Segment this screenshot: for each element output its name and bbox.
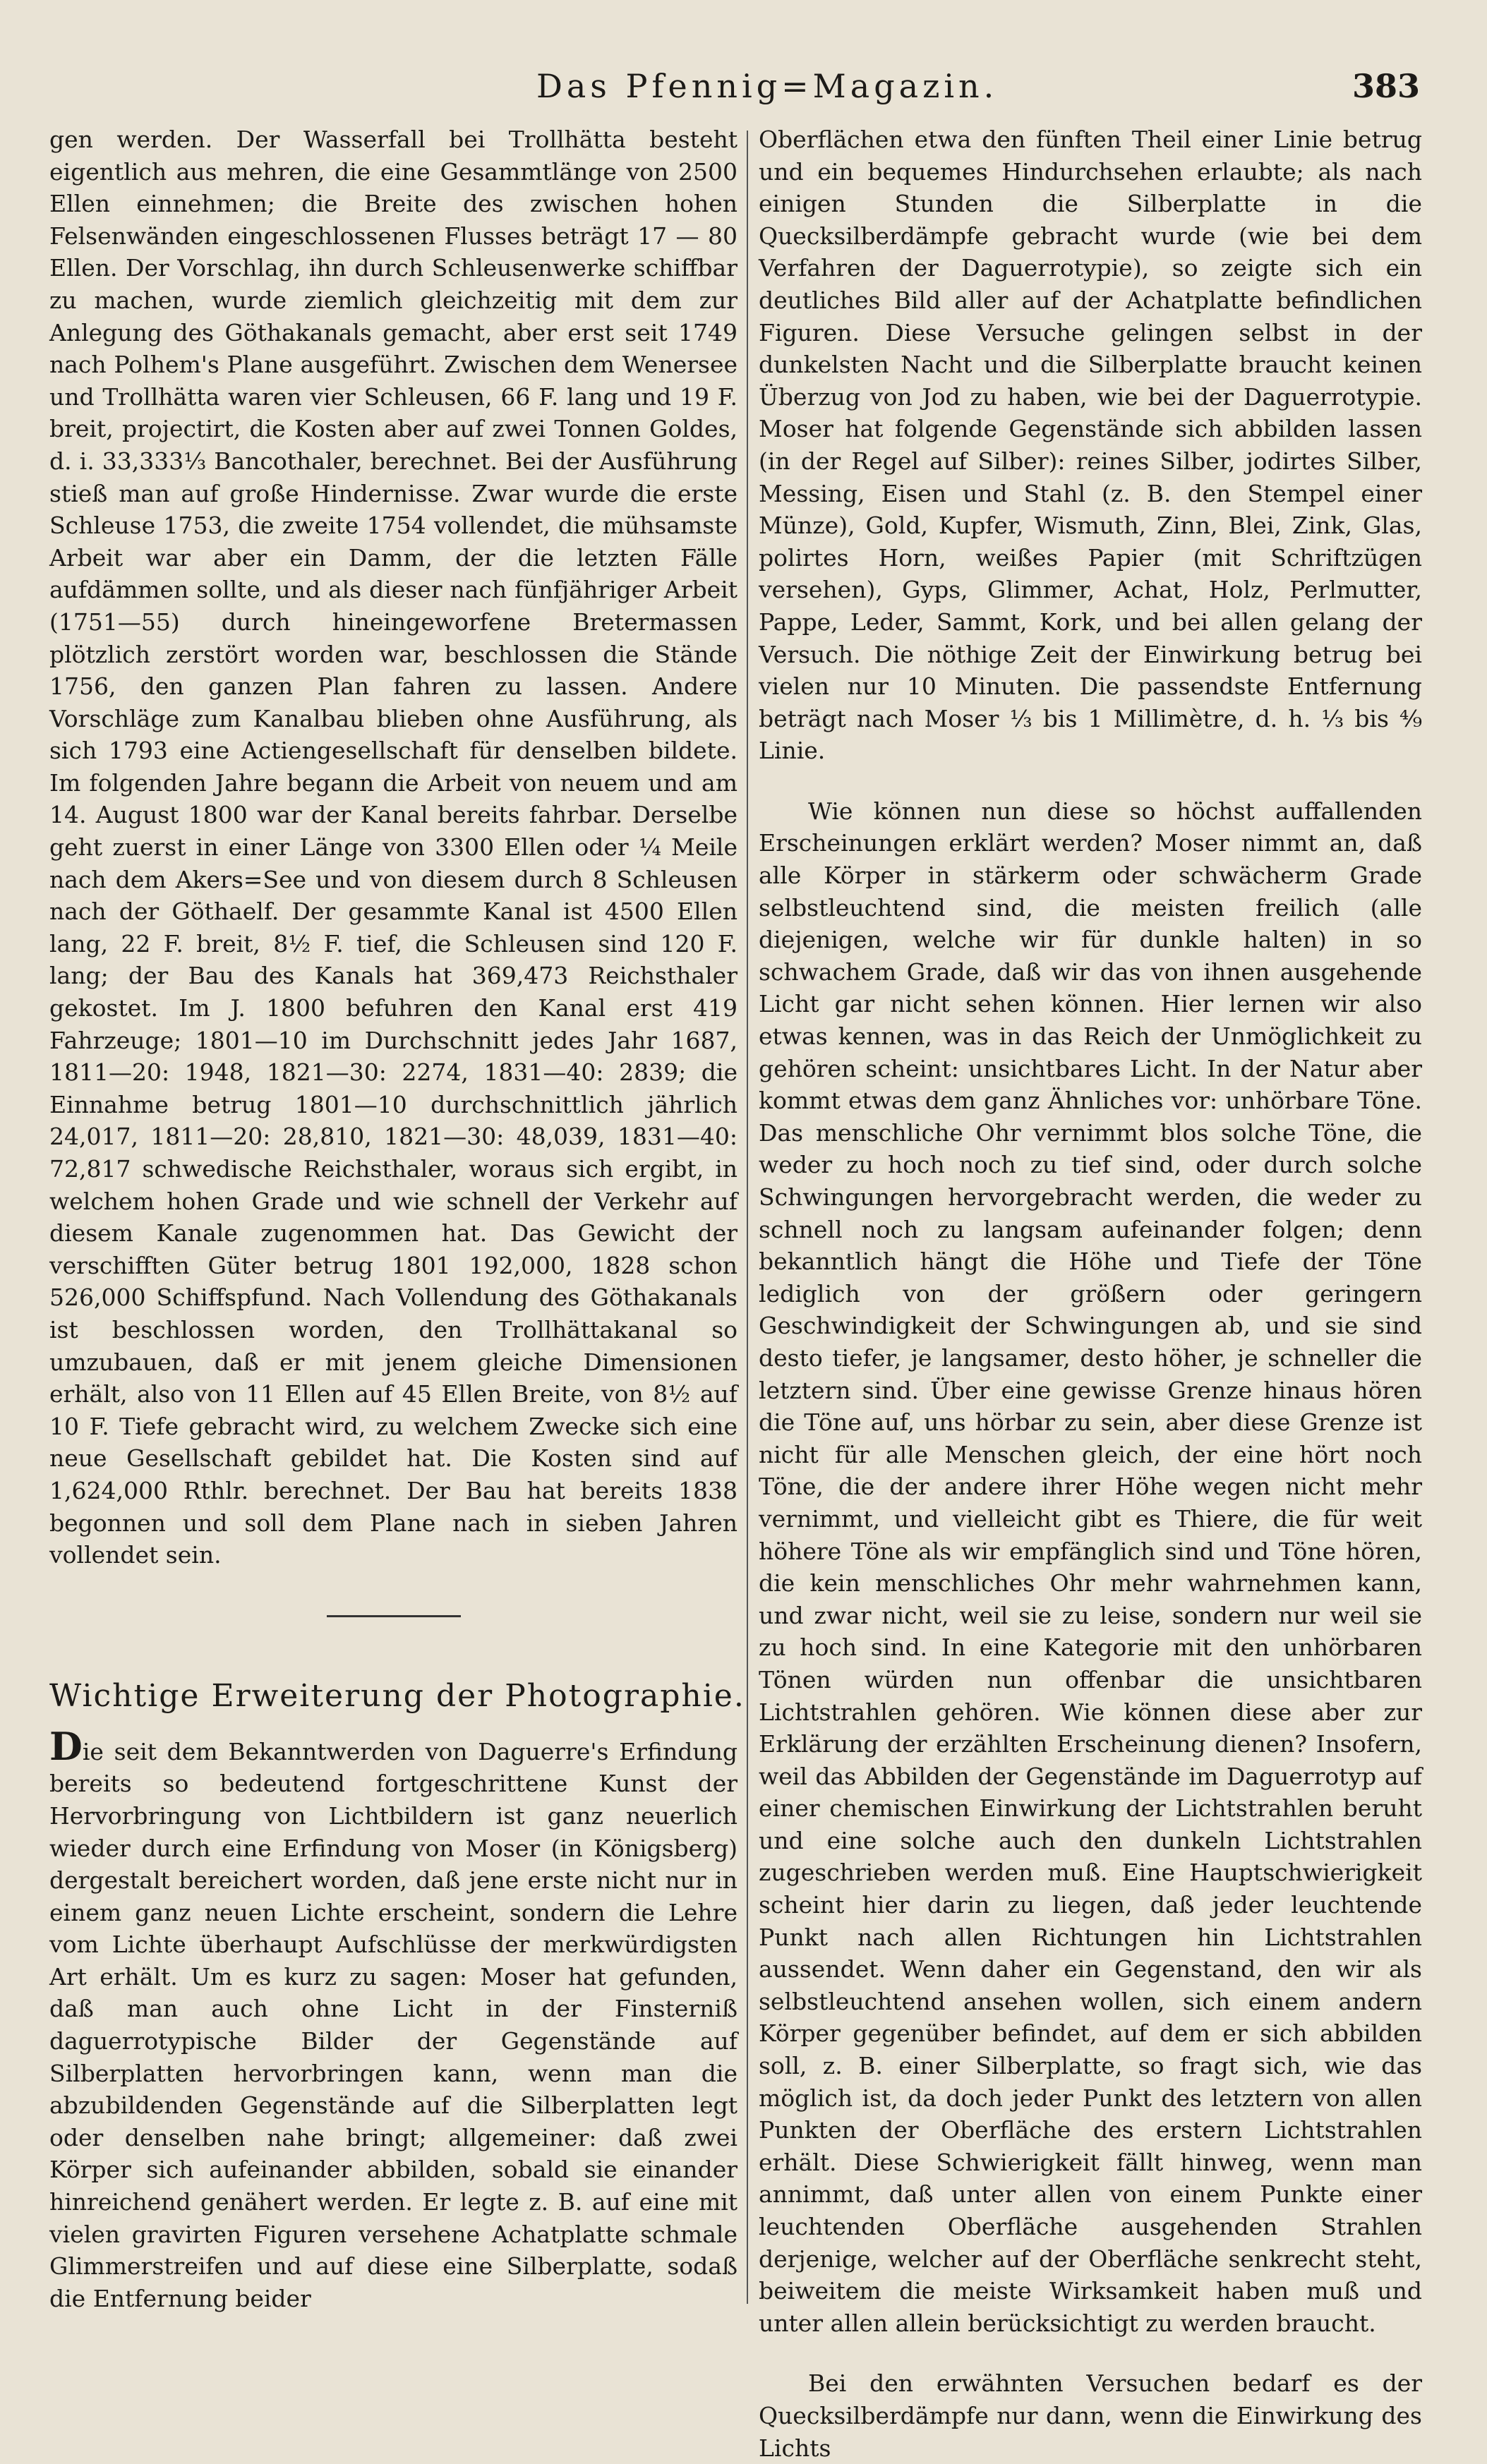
page-header: [0, 67, 1487, 116]
mercury-vapour-paragraph: Bei den erwähnten Versuchen bedarf es der Quecksilberdämpfe nur dann, wenn die Einwirkung des Lichts: [759, 2369, 1422, 2462]
section-divider: [327, 1615, 461, 1617]
photography-intro-paragraph: [49, 1723, 738, 2315]
trollhaetta-paragraph: gen werden. Der Wasserfall bei Trollhätta besteht eigentlich aus mehren, die eine Gesammtlänge von 2500 Ellen einnehmen; die Breite des zwischen hohen Felsenwänden eingeschlossenen Flusses beträgt 17 — 80 Ellen. Der Vorschlag, ihn durch Schleusenwerke schiffbar zu machen, wurde ziemlich gleichzeitig mit dem zur Anlegung des Göthakanals gemacht, aber erst seit 1749 nach Polhem's Plane ausgeführt. Zwischen dem Wenersee und Trollhätta waren vier Schleusen, 66 F. lang und 19 F. breit, projectirt, die Kosten aber auf zwei Tonnen Goldes, d. i. 33,333⅓ Bancothaler, berechnet. Bei der Ausführung stieß man auf große Hindernisse. Zwar wurde die erste Schleuse 1753, die zweite 1754 vollendet, die mühsamste Arbeit war aber ein Damm, der die letzten Fälle aufdämmen sollte, und als dieser nach fünfjähriger Arbeit (1751—55) durch hineingeworfene Bretermassen plötzlich zerstört worden war, beschlossen die Stände 1756, den ganzen Plan fahren zu lassen. Andere Vorschläge zum Kanalbau blieben ohne Ausführung, als sich 1793 eine Actiengesellschaft für denselben bildete. Im folgenden Jahre begann die Arbeit von neuem und am 14. August 1800 war der Kanal bereits fahrbar. Derselbe geht zuerst in einer Länge von 3300 Ellen oder ¼ Meile nach dem Akers=See und von diesem durch 8 Schleusen nach der Göthaelf. Der gesammte Kanal ist 4500 Ellen lang, 22 F. breit, 8½ F. tief, die Schleusen sind 120 F. lang; der Bau des Kanals hat 369,473 Reichsthaler gekostet. Im J. 1800 befuhren den Kanal erst 419 Fahrzeuge; 1801—10 im Durchschnitt jedes Jahr 1687, 1811—20: 1948, 1821—30: 2274, 1831—40: 2839; die Einnahme betrug 1801—10 durchschnittlich jährlich 24,017, 1811—20: 28,810, 1821—30: 48,039, 1831—40: 72,817 schwedische Reichsthaler, woraus sich ergibt, in welchem hohen Grade und wie schnell der Verkehr auf diesem Kanale zugenommen hat. Das Gewicht der verschifften Güter betrug 1801 192,000, 1828 schon 526,000 Schiffspfund. Nach Vollendung des Göthakanals ist beschlossen worden, den Trollhättakanal so umzubauen, daß er mit jenem gleiche Dimensionen erhält, also von 11 Ellen auf 45 Ellen Breite, von 8½ auf 10 F. Tiefe gebracht wird, zu welchem Zwecke sich eine neue Gesellschaft gebildet hat. Die Kosten sind auf 1,624,000 Rthlr. berechnet. Der Bau hat bereits 1838 begonnen und soll dem Plane nach in sieben Jahren vollendet sein.: [49, 126, 738, 1569]
photography-intro-text: ie seit dem Bekanntwerden von Daguerre's Erfindung bereits so bedeutend fortgeschrittene Kunst der Hervorbringung von Lichtbildern ist ganz neuerlich wieder durch eine Erfindung von Moser (in Königsberg) dergestalt bereichert worden, daß jene erste nicht nur in einem ganz neuen Lichte erscheint, sondern die Lehre vom Lichte überhaupt Aufschlüsse der merkwürdigsten Art erhält. Um es kurz zu sagen: Moser hat gefunden, daß man auch ohne Licht in der Finsterniß daguerrotypische Bilder der Gegenstände auf Silberplatten hervorbringen kann, wenn man die abzubildenden Gegenstände auf die Silberplatten legt oder denselben nahe bringt; allgemeiner: daß zwei Körper sich aufeinander abbilden, sobald sie einander hinreichend genähert werden. Er legte z. B. auf eine mit vielen gravirten Figuren versehene Achatplatte schmale Glimmerstreifen und auf diese eine Silberplatte, sodaß die Entfernung beider: [49, 1737, 738, 2312]
right-column: [759, 123, 1422, 2462]
running-title: Das Pfennig=Magazin.: [536, 67, 999, 105]
drop-cap: D: [49, 1723, 83, 1769]
invisible-light-paragraph: Wie können nun diese so höchst auffallenden Erscheinungen erklärt werden? Moser nimmt an, daß alle Körper in stärkerm oder schwächerm Grade selbstleuchtend sind, die meisten freilich (alle diejenigen, welche wir für dunkle halten) in so schwachem Grade, daß wir das von ihnen ausgehende Licht gar nicht sehen können. Hier lernen wir also etwas kennen, was in das Reich der Unmöglichkeit zu gehören scheint: unsichtbares Licht. In der Natur aber kommt etwas dem ganz Ähnliches vor: unhörbare Töne. Das menschliche Ohr vernimmt blos solche Töne, die weder zu hoch noch zu tief sind, oder durch solche Schwingungen hervorgebracht werden, die weder zu schnell noch zu langsam aufeinander folgen; denn bekanntlich hängt die Höhe und Tiefe der Töne lediglich von der größern oder geringern Geschwindigkeit der Schwingungen ab, und sie sind desto tiefer, je langsamer, desto höher, je schneller die letztern sind. Über eine gewisse Grenze hinaus hören die Töne auf, uns hörbar zu sein, aber diese Grenze ist nicht für alle Menschen gleich, der eine hört noch Töne, die der andere ihrer Höhe wegen nicht mehr vernimmt, und vielleicht gibt es Thiere, die für weit höhere Töne als wir empfänglich sind und Töne hören, die kein menschliches Ohr mehr wahrnehmen kann, und zwar nicht, weil sie zu leise, sondern nur weil sie zu hoch sind. In eine Kategorie mit den unhörbaren Tönen würden nun offenbar die unsichtbaren Lichtstrahlen gehören. Wie können diese aber zur Erklärung der erzählten Erscheinung dienen? Insofern, weil das Abbilden der Gegenstände im Daguerrotyp auf einer chemischen Einwirkung der Lichtstrahlen beruht und eine solche auch den dunkeln Lichtstrahlen zugeschrieben werden muß. Eine Hauptschwierigkeit scheint hier darin zu liegen, daß jeder leuchtende Punkt nach allen Richtungen hin Lichtstrahlen aussendet. Wenn daher ein Gegenstand, den wir als selbstleuchtend ansehen wollen, sich einem andern Körper gegenüber befindet, auf dem er sich abbilden soll, z. B. einer Silberplatte, so fragt sich, wie das möglich ist, da doch jeder Punkt des letztern von allen Punkten der Oberfläche des erstern Lichtstrahlen erhält. Diese Schwierigkeit fällt hinweg, wenn man annimmt, daß unter allen von einem Punkte einer leuchtenden Oberfläche ausgehenden Strahlen derjenige, welcher auf der Oberfläche senkrecht steht, beiweitem die meiste Wirksamkeit haben muß und unter allen allein berücksichtigt zu werden braucht.: [759, 797, 1422, 2337]
left-column: [49, 123, 745, 2350]
moser-experiments-paragraph: Oberflächen etwa den fünften Theil einer Linie betrug und ein bequemes Hindurchsehen erlaubte; als nach einigen Stunden die Silberplatte in die Quecksilberdämpfe gebracht wurde (wie bei dem Verfahren der Daguerrotypie), so zeigte sich ein deutliches Bild aller auf der Achatplatte befindlichen Figuren. Diese Versuche gelingen selbst in der dunkelsten Nacht und die Silberplatte braucht keinen Überzug von Jod zu haben, wie bei der Daguerrotypie. Moser hat folgende Gegenstände sich abbilden lassen (in der Regel auf Silber): reines Silber, jodirtes Silber, Messing, Eisen und Stahl (z. B. den Stempel einer Münze), Gold, Kupfer, Wismuth, Zinn, Blei, Zink, Glas, polirtes Horn, weißes Papier (mit Schriftzügen versehen), Gyps, Glimmer, Achat, Holz, Perlmutter, Pappe, Leder, Sammt, Kork, und bei allen gelang der Versuch. Die nöthige Zeit der Einwirkung betrug bei vielen nur 10 Minuten. Die passendste Entfernung beträgt nach Moser ⅓ bis 1 Millimètre, d. h. ⅓ bis ⁴⁄₉ Linie.: [759, 126, 1422, 765]
section-title: Wichtige Erweiterung der Photographie.: [49, 1677, 745, 1714]
page-number: 383: [1351, 67, 1420, 105]
column-rule: [747, 131, 748, 2304]
